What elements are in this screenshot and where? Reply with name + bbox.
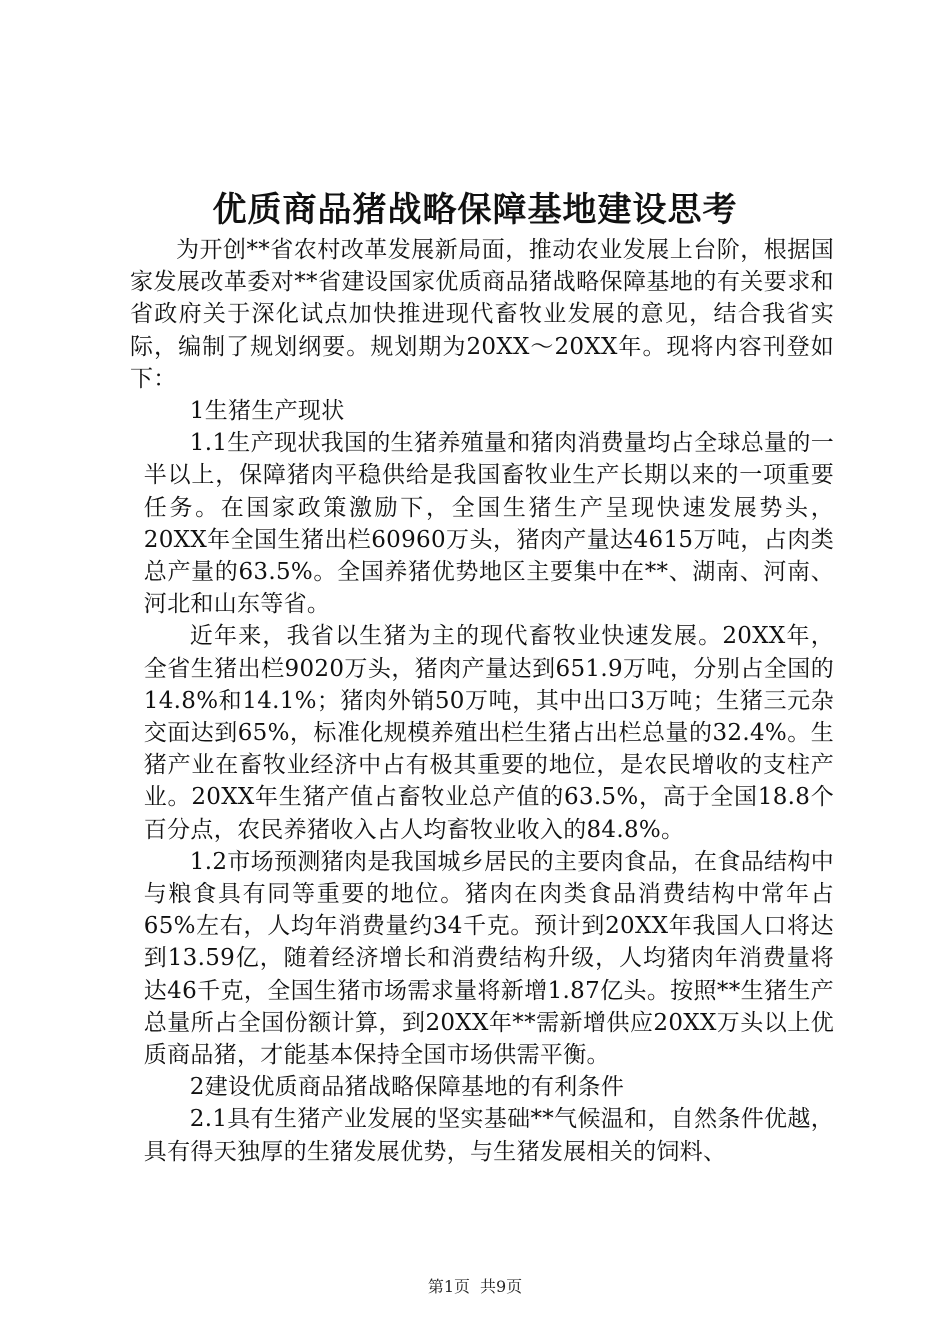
provincial-status-paragraph: 近年来，我省以生猪为主的现代畜牧业快速发展。20XX年，全省生猪出栏9020万头，猪肉产量达到651.9万吨，分别占全国的14.8%和14.1%；猪肉外销50万吨，其中出口3万吨；生猪三元杂交面达到65%，标准化规模养殖出栏生猪占出栏总量的32.4%。生猪产业在畜牧业经济中占有极其重要的地位，是农民增收的支柱产业。20XX年生猪产值占畜牧业总产值的63.5%，高于全国18.8个百分点，农民养猪收入占人均畜牧业收入的84.8%。 [143,623,834,843]
subsection-1-2-paragraph: 1.2市场预测猪肉是我国城乡居民的主要肉食品，在食品结构中与粮食具有同等重要的地位。猪肉在肉类食品消费结构中常年占65%左右，人均年消费量约34千克。预计到20XX年我国人口将达到13.59亿，随着经济增长和消费结构升级，人均猪肉年消费量将达46千克，全国生猪市场需求量将新增1.87亿头。按照**生猪生产总量所占全国份额计算，到20XX年**需新增供应20XX万头以上优质商品猪，才能基本保持全国市场供需平衡。 [143,848,834,1069]
subsection-1-1-paragraph: 1.1生产现状我国的生猪养殖量和猪肉消费量均占全球总量的一半以上，保障猪肉平稳供给是我国畜牧业生产长期以来的一项重要任务。在国家政策激励下，全国生猪生产呈现快速发展势头，20XX年全国生猪出栏60960万头，猪肉产量达4615万吨，占肉类总产量的63.5%。全国养猪优势地区主要集中在**、湖南、河南、河北和山东等省。 [143,430,834,618]
page-footer [0,1277,950,1297]
subsection-2-1-paragraph: 2.1具有生猪产业发展的坚实基础**气候温和，自然条件优越，具有得天独厚的生猪发展优势，与生猪发展相关的饲料、 [143,1106,834,1165]
section-heading-2: 2建设优质商品猪战略保障基地的有利条件 [189,1074,625,1101]
document-body [130,234,834,1168]
page-total: 共9页 [480,1277,523,1296]
document-title: 优质商品猪战略保障基地建设思考 [212,190,738,230]
intro-paragraph: 为开创**省农村改革发展新局面，推动农业发展上台阶，根据国家发展改革委对**省建设国家优质商品猪战略保障基地的有关要求和省政府关于深化试点加快推进现代畜牧业发展的意见，结合我省实际，编制了规划纲要。规划期为20XX～20XX年。现将内容刊登如下： [130,237,834,392]
page-number: 第1页 [427,1277,470,1296]
section-heading-1: 1生猪生产现状 [189,398,345,425]
